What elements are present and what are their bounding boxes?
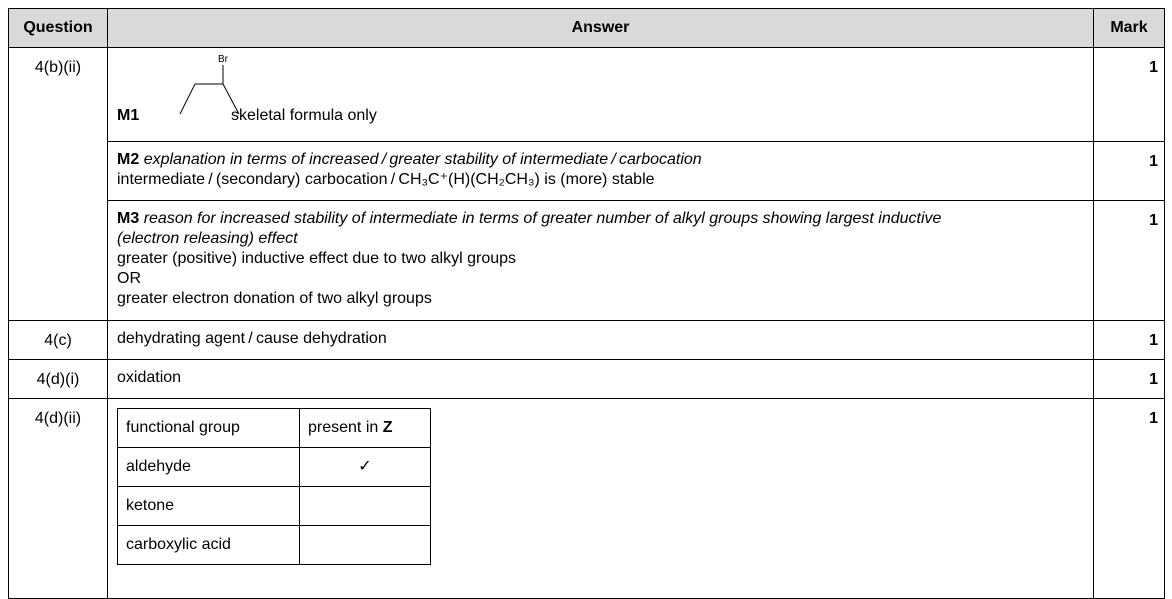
m1-note: skeletal formula only: [231, 107, 377, 124]
mark-value: 1: [1094, 142, 1165, 201]
question-number: 4(b)(ii): [9, 48, 108, 321]
inner-row: [118, 487, 431, 526]
m2-label: M2: [117, 151, 140, 168]
m3-answer-1: greater (positive) inductive effect due to two alkyl groups: [117, 250, 517, 267]
table-row: [9, 321, 1165, 360]
header-question: Question: [9, 9, 108, 48]
m3-criterion-line-2: (electron releasing) effect: [117, 230, 298, 247]
m3-criterion-line-1: reason for increased stability of intermediate in terms of greater number of alkyl groups showing largest inductive: [143, 210, 942, 227]
group-name: aldehyde: [118, 448, 300, 487]
header-answer: Answer: [108, 9, 1094, 48]
table-row: [9, 142, 1165, 201]
mark-scheme-table: [8, 8, 1165, 599]
header-row: [9, 9, 1165, 48]
present-cell: [300, 526, 431, 565]
m2-answer: intermediate / (secondary) carbocation / CH₃C⁺(H)(CH₂CH₃) is (more) stable: [117, 171, 655, 188]
inner-header-row: [118, 409, 431, 448]
answer-table-cell: [108, 399, 1094, 599]
table-row: [9, 360, 1165, 399]
mark-value: 1: [1094, 399, 1165, 599]
check-mark-icon: ✓: [300, 448, 431, 487]
bromine-atom-label: Br: [218, 54, 228, 65]
table-row: [9, 48, 1165, 142]
question-number: 4(c): [9, 321, 108, 360]
answer-text: dehydrating agent / cause dehydration: [108, 321, 1094, 360]
m2-criterion: explanation in terms of increased / greater stability of intermediate / carbocation: [143, 151, 702, 168]
mark-value: 1: [1094, 201, 1165, 321]
group-name: carboxylic acid: [118, 526, 300, 565]
m1-label: M1: [117, 107, 140, 124]
m3-label: M3: [117, 210, 140, 227]
present-cell: [300, 487, 431, 526]
inner-row: [118, 448, 431, 487]
answer-m3: [108, 201, 1094, 321]
col-header-present-in-z: present in Z: [300, 409, 431, 448]
mark-value: 1: [1094, 321, 1165, 360]
group-name: ketone: [118, 487, 300, 526]
skeletal-formula-2-bromobutane: [145, 54, 228, 124]
col-header-functional-group: functional group: [118, 409, 300, 448]
m3-answer-2: greater electron donation of two alkyl groups: [117, 290, 432, 307]
question-number: 4(d)(i): [9, 360, 108, 399]
answer-m1: [108, 48, 1094, 142]
mark-value: 1: [1094, 48, 1165, 142]
table-row: [9, 201, 1165, 321]
answer-m2: [108, 142, 1094, 201]
inner-row: [118, 526, 431, 565]
table-row: [9, 399, 1165, 599]
header-mark: Mark: [1094, 9, 1165, 48]
answer-text: oxidation: [108, 360, 1094, 399]
mark-value: 1: [1094, 360, 1165, 399]
functional-group-table: [117, 408, 431, 565]
question-number: 4(d)(ii): [9, 399, 108, 599]
m3-or: OR: [117, 270, 141, 287]
